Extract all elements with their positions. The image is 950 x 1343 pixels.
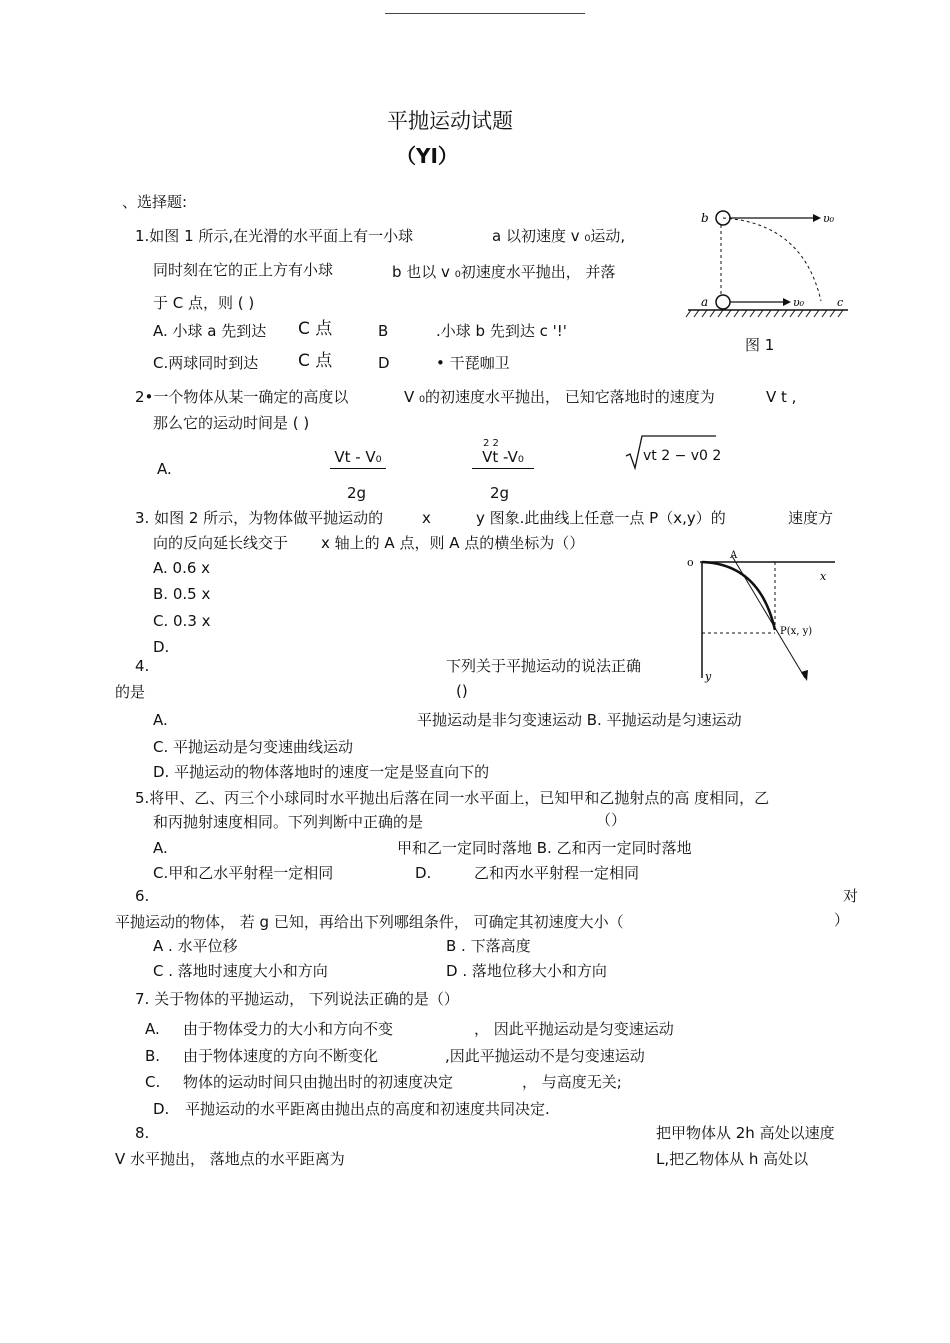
q2-f1-denominator: 2g xyxy=(347,484,367,502)
fig1-label-b: b xyxy=(701,211,709,225)
q6-number: 6. xyxy=(135,887,150,905)
q4-text: 下列关于平抛运动的说法正确 xyxy=(446,657,642,675)
q6-option-a: A . 水平位移 xyxy=(153,937,238,955)
q5-line1: 5.将甲、乙、丙三个小球同时水平抛出后落在同一水平面上，已知甲和乙抛射点的高 度相同，乙 xyxy=(135,789,770,807)
q1-line2b: b 也以 v ₀初速度水平抛出， 并落 xyxy=(392,263,616,281)
q5-option-a-label: A. xyxy=(153,839,168,857)
q7-option-b-label: B. xyxy=(145,1047,161,1065)
q5-option-d: 乙和丙水平射程一定相同 xyxy=(474,864,640,882)
fig1-label-v0-bottom: υ₀ xyxy=(793,296,805,309)
q2-option-a: A. xyxy=(157,460,172,478)
q2-fraction-1 xyxy=(326,447,390,469)
q1-option-d-label: D xyxy=(378,354,390,372)
q4-option-d: D. 平抛运动的物体落地时的速度一定是竖直向下的 xyxy=(153,763,490,781)
q5-line2b: （） xyxy=(596,811,627,829)
section-heading: 、选择题: xyxy=(122,193,188,211)
q7-option-c-label: C. xyxy=(145,1073,161,1091)
q4-option-c: C. 平抛运动是匀变速曲线运动 xyxy=(153,738,354,756)
q6-line2: 平抛运动的物体， 若 g 已知，再给出下列哪组条件， 可确定其初速度大小（ xyxy=(115,913,624,931)
q2-f2-superscript: 2 2 xyxy=(483,438,499,449)
fig1-label-a: a xyxy=(701,295,709,309)
q7-option-c-part1: 物体的运动时间只由抛出时的初速度决定 xyxy=(183,1073,454,1091)
figure-2 xyxy=(680,550,850,685)
fig2-label-a: A xyxy=(730,550,738,561)
q3-line1d: 速度方 xyxy=(788,509,834,527)
fig1-label-v0-top: υ₀ xyxy=(823,212,835,225)
q6-dui: 对 xyxy=(843,887,859,905)
q6-option-c: C . 落地时速度大小和方向 xyxy=(153,962,328,980)
q1-line1a: 1.如图 1 所示,在光滑的水平面上有一小球 xyxy=(135,227,414,245)
q4-option-a: 平抛运动是非匀变速运动 B. 平抛运动是匀速运动 xyxy=(417,711,742,729)
fig1-label-c: c xyxy=(837,296,844,309)
header-rule xyxy=(385,13,585,14)
q5-option-c: C.甲和乙水平射程一定相同 xyxy=(153,864,334,882)
fig2-label-p: P(x, y) xyxy=(780,626,813,637)
q2-fraction-2 xyxy=(466,447,540,469)
q1-option-d: • 干琵咖卫 xyxy=(436,354,510,372)
page-subtitle: （YI） xyxy=(396,144,458,168)
q8-right1: 把甲物体从 2h 高处以速度 xyxy=(656,1124,835,1142)
q7-option-b-part1: 由于物体速度的方向不断变化 xyxy=(183,1047,379,1065)
q7-option-a-label: A. xyxy=(145,1020,160,1038)
q2-f2-numerator: Vt -V₀ xyxy=(472,448,534,469)
q3-line1c: y 图象.此曲线上任意一点 P（x,y）的 xyxy=(476,509,726,527)
q2-f3-expression: vt 2 − v0 2 xyxy=(643,448,722,464)
q1-option-b-label: B xyxy=(378,322,389,340)
q7-option-c-part2: ， 与高度无关; xyxy=(522,1073,622,1091)
q4-line2b: () xyxy=(456,682,468,700)
q4-line2a: 的是 xyxy=(115,683,146,701)
q2-line1c: V t , xyxy=(766,388,797,406)
q8-right2: L,把乙物体从 h 高处以 xyxy=(656,1150,809,1168)
q6-line2-end: ） xyxy=(834,911,850,929)
q5-option-a: 甲和乙一定同时落地 B. 乙和丙一定同时落地 xyxy=(397,839,692,857)
q5-line2a: 和丙抛射速度相同。下列判断中正确的是 xyxy=(153,813,424,831)
q2-line2: 那么它的运动时间是 ( ) xyxy=(153,414,310,432)
q1-option-c-c: C 点 xyxy=(298,351,333,371)
q1-line3: 于 C 点，则 ( ) xyxy=(153,294,255,312)
page-title: 平抛运动试题 xyxy=(387,109,513,133)
q3-option-d: D. xyxy=(153,638,170,656)
fig2-label-y: y xyxy=(705,670,712,683)
q3-line2a: 向的反向延长线交于 xyxy=(153,534,289,552)
q4-number: 4. xyxy=(135,657,150,675)
q7-option-d: 平抛运动的水平距离由抛出点的高度和初速度共同决定. xyxy=(185,1100,550,1118)
q5-option-d-label: D. xyxy=(415,864,432,882)
q2-f1-numerator: Vt - V₀ xyxy=(330,448,385,469)
q7-option-b-part2: ,因此平抛运动不是匀变速运动 xyxy=(445,1047,645,1065)
q4-option-a-label: A. xyxy=(153,711,168,729)
q1-option-c: C.两球同时到达 xyxy=(153,354,259,372)
q6-option-b: B . 下落高度 xyxy=(446,937,531,955)
q3-option-a: A. 0.6 x xyxy=(153,559,211,577)
q7-option-d-label: D. xyxy=(153,1100,170,1118)
fig1-caption: 图 1 xyxy=(745,336,775,354)
q7-line1: 7. 关于物体的平抛运动， 下列说法正确的是（） xyxy=(135,990,459,1008)
q6-option-d: D . 落地位移大小和方向 xyxy=(446,962,607,980)
q7-option-a-part1: 由于物体受力的大小和方向不变 xyxy=(183,1020,394,1038)
fig2-label-o: o xyxy=(687,556,694,569)
q2-f2-denominator: 2g xyxy=(490,484,510,502)
q3-line2b: x 轴上的 A 点，则 A 点的横坐标为（） xyxy=(321,534,585,552)
q8-number: 8. xyxy=(135,1124,150,1142)
q3-option-b: B. 0.5 x xyxy=(153,585,211,603)
q3-line1a: 3. 如图 2 所示，为物体做平抛运动的 xyxy=(135,509,384,527)
figure-1 xyxy=(683,205,853,330)
q3-line1b: x xyxy=(422,509,431,527)
q1-line2a: 同时刻在它的正上方有小球 xyxy=(153,261,334,279)
q1-line1b: a 以初速度 v ₀运动, xyxy=(492,227,626,245)
q2-line1b: V ₀的初速度水平抛出， 已知它落地时的速度为 xyxy=(404,388,715,406)
q7-option-a-part2: ， 因此平抛运动是匀变速运动 xyxy=(474,1020,674,1038)
q8-line2: V 水平抛出， 落地点的水平距离为 xyxy=(115,1150,345,1168)
q1-option-a-c: C 点 xyxy=(298,319,333,339)
q2-line1a: 2•一个物体从某一确定的高度以 xyxy=(135,388,349,406)
fig2-label-x: x xyxy=(820,570,827,583)
q3-option-c: C. 0.3 x xyxy=(153,612,211,630)
q1-option-b: .小球 b 先到达 c '!' xyxy=(436,322,567,340)
q1-option-a: A. 小球 a 先到达 xyxy=(153,322,267,340)
